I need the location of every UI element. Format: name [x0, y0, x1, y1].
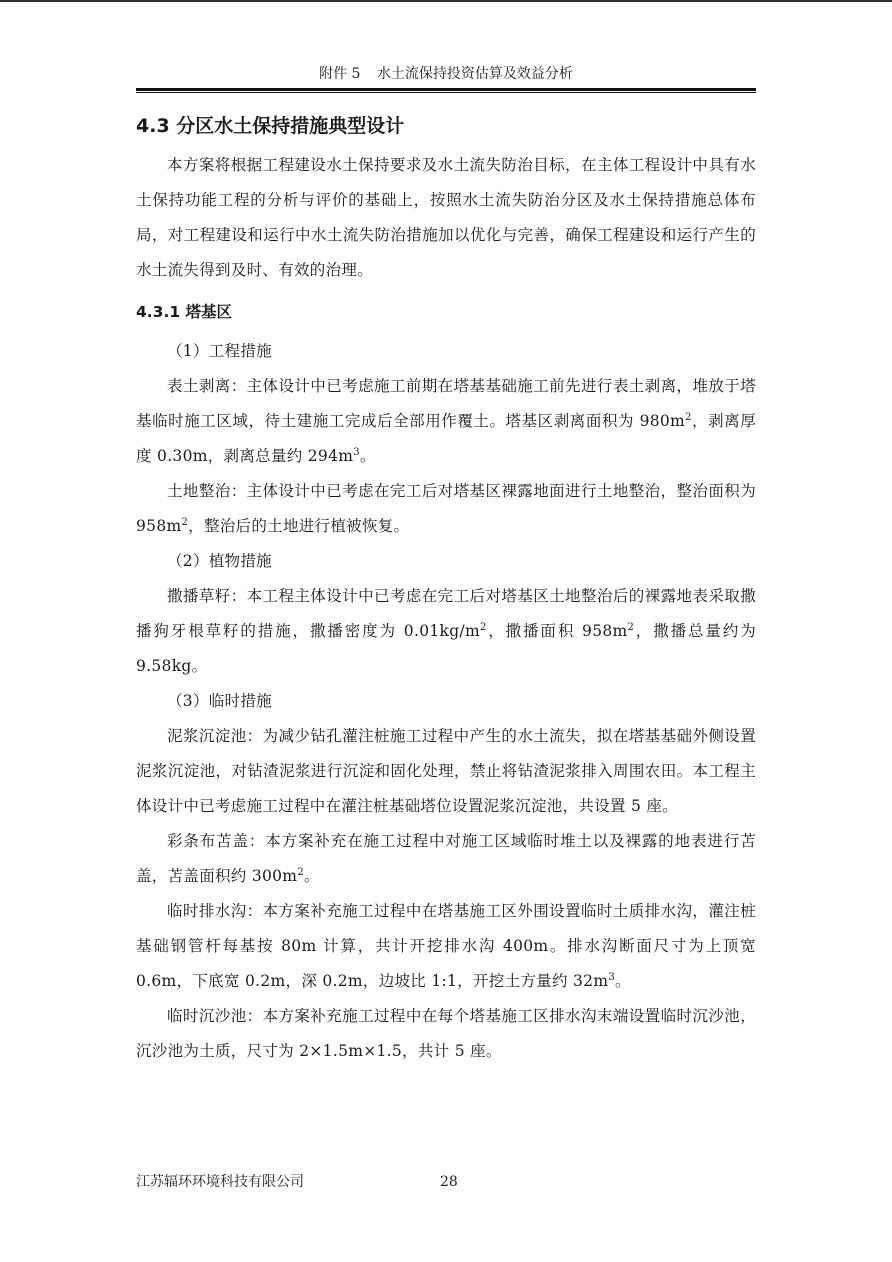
header-rule: [136, 88, 756, 91]
footer-company: 江苏辐环环境科技有限公司: [136, 1174, 304, 1190]
land-consolidation-paragraph: 土地整治：主体设计中已考虑在完工后对塔基区裸露地面进行土地整治，整治面积为 $958m^2$，整治后的土地进行植被恢复。: [136, 482, 756, 535]
header-rule-thin: [136, 92, 756, 93]
grass-seeding-paragraph: 撒播草籽：本工程主体设计中已考虑在完工后对塔基区土地整治后的裸露地表采取撒播狗牙根草籽的措施，撒播密度为 $0.01kg/m^2$，撒播面积 $958m^2$，撒播总量约为 9.58kg。: [136, 587, 756, 675]
tarp-cover-paragraph: 彩条布苫盖：本方案补充在施工过程中对施工区域临时堆土以及裸露的地表进行苫盖，苫盖面积约 $300m^2$。: [136, 832, 756, 885]
page-body: [136, 112, 756, 1069]
topsoil-stripping-paragraph: 表土剥离：主体设计中已考虑施工前期在塔基基础施工前先进行表土剥离，堆放于塔基临时施工区域，待土建施工完成后全部用作覆土。塔基区剥离面积为 $980m^2$，剥离厚度 0.30m，剥离总量约 $294m^3$。: [136, 377, 757, 465]
sedimentation-pond-paragraph: 临时沉沙池：本方案补充施工过程中在每个塔基施工区排水沟末端设置临时沉沙池，沉沙池为土质，尺寸为 2×1.5m×1.5，共计 5 座。: [136, 1007, 756, 1060]
subsection-heading: 4.3.1 塔基区: [136, 303, 233, 321]
drainage-ditch-paragraph: 临时排水沟：本方案补充施工过程中在塔基施工区外围设置临时土质排水沟，灌注桩基础钢管杆每基按 80m 计算，共计开挖排水沟 400m。排水沟断面尺寸为上顶宽 0.6m，下底宽 0.2m，深 0.2m，边坡比 1:1，开挖土方量约 $32m^3$。: [136, 902, 756, 990]
page-number: 28: [440, 1174, 458, 1190]
header-title: 水土流保持投资估算及效益分析: [376, 66, 573, 82]
section-heading: 4.3 分区水土保持措施典型设计: [136, 115, 405, 137]
intro-paragraph: 本方案将根据工程建设水土保持要求及水土流失防治目标，在主体工程设计中具有水土保持功能工程的分析与评价的基础上，按照水土流失防治分区及水土保持措施总体布局，对工程建设和运行中水土流失防治措施加以优化与完善，确保工程建设和运行产生的水土流失得到及时、有效的治理。: [136, 156, 756, 279]
mud-settling-pond-paragraph: 泥浆沉淀池：为减少钻孔灌注桩施工过程中产生的水土流失，拟在塔基基础外侧设置泥浆沉淀池，对钻渣泥浆进行沉淀和固化处理，禁止将钻渣泥浆排入周围农田。本工程主体设计中已考虑施工过程中在灌注桩基础塔位设置泥浆沉淀池，共设置 5 座。: [136, 727, 756, 815]
plant-measures-label: （2）植物措施: [167, 552, 272, 570]
temporary-measures-label: （3）临时措施: [167, 692, 272, 710]
running-header: [136, 64, 756, 84]
engineering-measures-label: （1）工程措施: [167, 342, 272, 360]
annex-label: 附件 5: [319, 66, 361, 82]
top-border-line: [0, 0, 892, 2]
